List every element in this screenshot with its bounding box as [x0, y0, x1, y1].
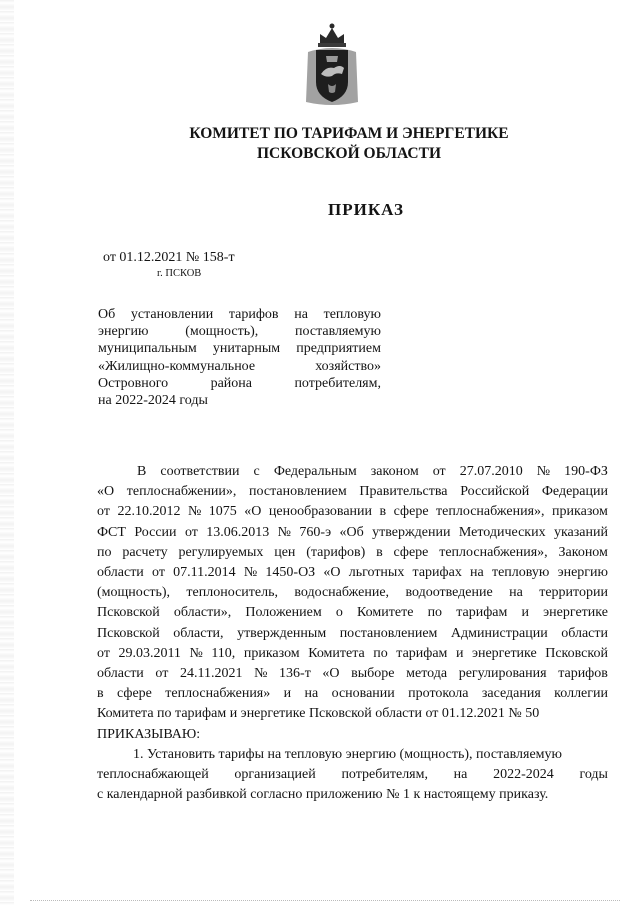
- word: приказом: [243, 645, 300, 661]
- word: 27.07.2010: [459, 464, 523, 479]
- word: по: [373, 645, 388, 661]
- word: в: [379, 504, 387, 520]
- body-line: [97, 684, 608, 704]
- word: и: [283, 686, 292, 702]
- body-line: [97, 543, 608, 563]
- word: основании: [331, 686, 395, 702]
- word: 760-э: [299, 524, 332, 540]
- word: теплоноситель,: [186, 585, 278, 601]
- word: теплоснабжения»,: [436, 504, 545, 520]
- word: тарифов: [558, 666, 608, 682]
- word: на: [453, 767, 468, 783]
- word: регулируемых: [178, 544, 264, 560]
- word: Островного: [98, 375, 169, 391]
- word: области»,: [173, 605, 232, 621]
- body-line: [97, 502, 608, 522]
- word: потребителям,: [294, 375, 381, 391]
- body-line: [97, 482, 608, 502]
- word: утверждении: [372, 524, 451, 540]
- word: тарифов: [228, 307, 279, 322]
- word: тарифах: [412, 565, 462, 581]
- word: Псковской: [97, 605, 160, 621]
- word: протокола: [408, 686, 469, 702]
- word: №: [254, 666, 268, 682]
- word: сфере: [393, 544, 429, 560]
- body-line: [97, 603, 608, 623]
- word: 29.03.2011: [118, 645, 181, 661]
- word: области,: [173, 625, 224, 641]
- word: на 2022-2024 годы: [98, 393, 208, 409]
- word: энергию: [557, 565, 608, 581]
- word: приказом: [552, 504, 608, 520]
- word: установлении: [130, 307, 214, 322]
- word: с календарной разбивкой согласно приложению № 1 к настоящему приказу.: [97, 787, 549, 803]
- word: №: [243, 565, 258, 581]
- body-line: [97, 644, 608, 664]
- word: Правительства: [359, 484, 448, 500]
- word: энергетике: [471, 645, 537, 661]
- order-body: [97, 462, 608, 805]
- body-line: [97, 745, 608, 765]
- scan-bottom-edge: [30, 900, 620, 902]
- word: организацией: [234, 767, 316, 783]
- word: указаний: [553, 524, 608, 540]
- word: постановлением: [249, 484, 347, 500]
- body-line: [97, 624, 608, 644]
- word: от: [432, 464, 446, 479]
- word: области: [561, 625, 608, 641]
- word: «О: [97, 484, 115, 500]
- word: от: [184, 524, 198, 540]
- word: 24.11.2021: [179, 666, 243, 682]
- word: «Жилищно-коммунальное: [98, 358, 256, 374]
- order-subject: [98, 306, 381, 409]
- word: и: [455, 645, 464, 661]
- word: потребителям,: [341, 767, 428, 783]
- word: годы: [579, 767, 608, 783]
- word: Псковской: [545, 645, 608, 661]
- word: о: [335, 605, 343, 621]
- word: тарифам: [396, 645, 448, 661]
- word: ценообразовании: [268, 504, 373, 520]
- committee-name-line2: ПСКОВСКОЙ ОБЛАСТИ: [256, 145, 441, 162]
- word: «Об: [339, 524, 364, 540]
- subject-line: [98, 392, 381, 409]
- word: области: [97, 565, 144, 581]
- word: России: [134, 524, 177, 540]
- subject-line: [98, 375, 381, 392]
- word: ФСТ: [97, 524, 126, 540]
- word: законом: [370, 464, 419, 479]
- word: в: [97, 686, 104, 702]
- word: «О: [244, 504, 262, 520]
- word: водоснабжение,: [294, 585, 390, 601]
- word: выборе: [351, 666, 395, 682]
- word: Об: [98, 307, 116, 322]
- word: (тарифов): [306, 544, 366, 560]
- word: от: [97, 645, 110, 661]
- body-line: [97, 704, 608, 724]
- word: от: [152, 565, 165, 581]
- word: территории: [539, 585, 608, 601]
- subject-line: [98, 306, 381, 323]
- body-line: [97, 785, 608, 805]
- word: теплоснабжающей: [97, 767, 209, 783]
- word: Федеральным: [273, 464, 357, 479]
- word: метода: [406, 666, 448, 682]
- word: тепловую: [323, 307, 381, 322]
- word: энергию: [98, 324, 149, 340]
- subject-line: [98, 340, 381, 357]
- word: Положением: [245, 605, 322, 621]
- word: теплоснабжения»: [165, 686, 271, 702]
- word: заседания: [481, 686, 541, 702]
- word: теплоснабжения»,: [439, 544, 548, 560]
- word: коллегии: [554, 686, 608, 702]
- word: Методических: [458, 524, 546, 540]
- word: унитарным: [212, 341, 281, 357]
- word: (мощность),: [185, 324, 259, 340]
- word: №: [187, 504, 202, 520]
- word: с: [253, 464, 260, 479]
- issuer-block: [0, 124, 640, 164]
- word: Федерации: [541, 484, 608, 500]
- word: Российской: [460, 484, 530, 500]
- word: на: [294, 307, 308, 322]
- word: в: [376, 544, 383, 560]
- word: муниципальным: [98, 341, 197, 357]
- coat-of-arms-emblem: [304, 22, 360, 108]
- word: области: [97, 666, 144, 682]
- body-line: [97, 583, 608, 603]
- body-line: [97, 664, 608, 684]
- word: Законом: [558, 544, 608, 560]
- word: соответствии: [160, 464, 240, 479]
- word: Псковской: [97, 625, 160, 641]
- word: ПРИКАЗЫВАЮ:: [97, 726, 201, 742]
- word: на: [470, 565, 484, 581]
- committee-name-line1: КОМИТЕТ ПО ТАРИФАМ И ЭНЕРГЕТИКЕ: [189, 125, 509, 142]
- word: №: [536, 464, 551, 479]
- word: 136-т: [279, 666, 311, 682]
- word: водоотведение: [405, 585, 493, 601]
- word: и: [521, 605, 530, 621]
- word: 13.06.2013: [206, 524, 270, 540]
- word: 1075: [208, 504, 237, 520]
- word: района: [210, 375, 252, 391]
- word: постановлением: [339, 625, 438, 641]
- subject-line: [98, 358, 381, 375]
- body-line: [97, 523, 608, 543]
- word: Комитета по тарифам и энергетике Псковской области от 01.12.2021 № 50: [97, 706, 540, 722]
- word: В: [137, 464, 147, 479]
- word: хозяйство»: [315, 358, 381, 374]
- body-line: [97, 462, 608, 482]
- word: 1450-ОЗ: [265, 565, 316, 581]
- word: Комитете: [357, 605, 414, 621]
- word: сфере: [117, 686, 152, 702]
- word: от: [155, 666, 169, 682]
- word: Комитета: [308, 645, 365, 661]
- word: по: [427, 605, 443, 621]
- order-date-number: от 01.12.2021 № 158-т: [103, 250, 235, 265]
- word: льготных: [348, 565, 405, 581]
- word: 2022-2024: [493, 767, 554, 783]
- word: тепловую: [491, 565, 550, 581]
- word: регулирования: [458, 666, 547, 682]
- word: №: [189, 645, 203, 661]
- word: сфере: [393, 504, 429, 520]
- word: от: [97, 504, 110, 520]
- word: 07.11.2014: [173, 565, 236, 581]
- body-line: [97, 765, 608, 785]
- word: энергетике: [543, 605, 608, 621]
- word: на: [509, 585, 523, 601]
- word: (мощность),: [97, 585, 171, 601]
- word: теплоснабжении»,: [126, 484, 237, 500]
- word: по: [97, 544, 112, 560]
- body-line: [97, 563, 608, 583]
- word: «О: [323, 565, 341, 581]
- word: Администрации: [450, 625, 548, 641]
- body-line: [97, 725, 608, 745]
- word: 22.10.2012: [117, 504, 181, 520]
- word: утвержденным: [237, 625, 327, 641]
- word: расчету: [122, 544, 168, 560]
- word: предприятием: [296, 341, 381, 357]
- order-city: г. ПСКОВ: [157, 268, 202, 279]
- word: тарифам: [456, 605, 508, 621]
- word: №: [277, 524, 292, 540]
- word: на: [304, 686, 319, 702]
- word: поставляемую: [295, 324, 381, 340]
- word: 190-ФЗ: [564, 464, 608, 479]
- word: 1. Установить тарифы на тепловую энергию (мощность), поставляемую: [133, 746, 562, 762]
- word: 110,: [211, 645, 236, 661]
- document-type-title: ПРИКАЗ: [328, 200, 404, 219]
- word: «О: [322, 666, 340, 682]
- subject-line: [98, 323, 381, 340]
- word: цен: [274, 544, 296, 560]
